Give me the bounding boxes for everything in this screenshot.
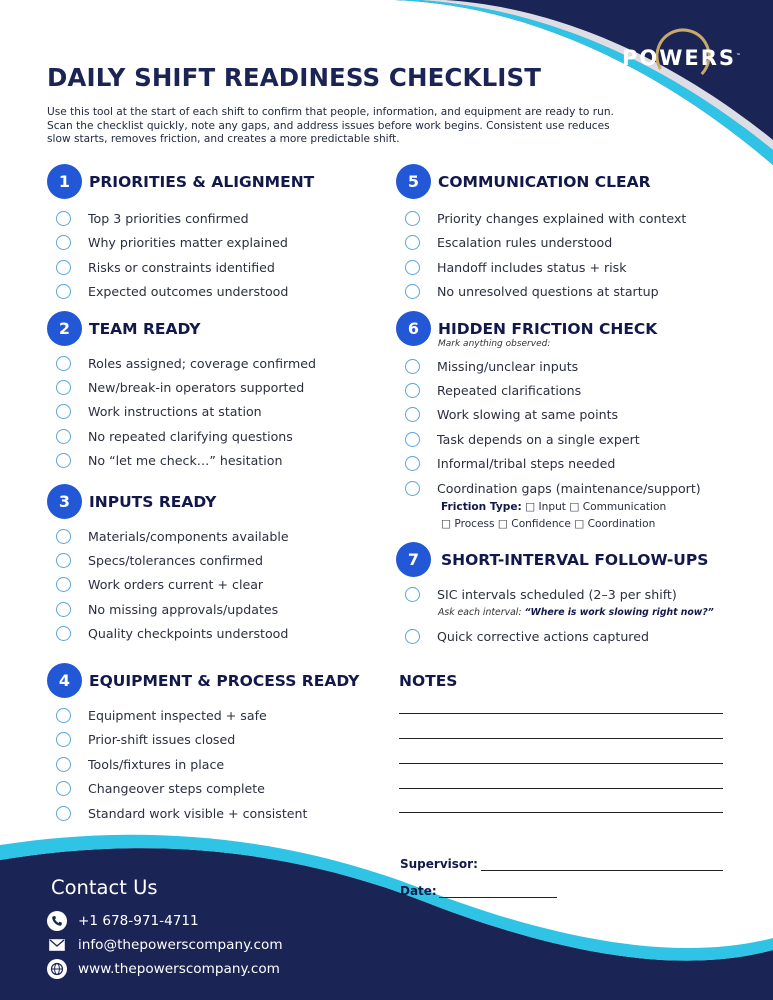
ask-prefix: Ask each interval: <box>438 607 525 618</box>
checklist-item[interactable] <box>56 801 307 826</box>
checklist-item[interactable] <box>56 231 288 256</box>
powers-logo <box>622 46 741 70</box>
checklist-item[interactable] <box>56 621 289 645</box>
section-number-badge: 6 <box>396 311 431 346</box>
checklist-item[interactable] <box>56 448 316 472</box>
section-title: TEAM READY <box>89 319 201 338</box>
globe-icon <box>47 959 67 979</box>
item-label: Work instructions at station <box>88 404 262 420</box>
notes-title: NOTES <box>399 672 458 690</box>
phone-icon <box>47 911 67 931</box>
friction-type-options[interactable] <box>441 501 666 513</box>
item-label: Quick corrective actions captured <box>437 628 649 644</box>
checkbox[interactable] <box>56 626 71 641</box>
checkbox[interactable] <box>56 757 71 772</box>
checkbox[interactable] <box>56 529 71 544</box>
friction-options-line-1[interactable]: □ Input □ Communication <box>521 501 667 513</box>
checkbox[interactable] <box>405 587 420 602</box>
notes-line[interactable] <box>399 763 723 764</box>
checkbox[interactable] <box>405 481 420 496</box>
item-label: Repeated clarifications <box>437 383 582 399</box>
item-label: Work slowing at same points <box>437 407 619 423</box>
checklist-item[interactable] <box>56 206 288 231</box>
checklist-item[interactable] <box>405 378 701 402</box>
logo-text: POWERS <box>622 46 737 70</box>
notes-line[interactable] <box>399 788 723 789</box>
item-label: Priority changes explained with context <box>437 210 687 226</box>
checkbox[interactable] <box>56 602 71 617</box>
checklist-item[interactable] <box>405 582 677 606</box>
checkbox[interactable] <box>405 432 420 447</box>
section-short-interval <box>396 542 708 577</box>
checklist-item[interactable] <box>405 427 701 451</box>
checklist-item[interactable] <box>56 280 288 305</box>
checkbox[interactable] <box>56 235 71 250</box>
contact-title: Contact Us <box>51 876 158 899</box>
item-label: No missing approvals/updates <box>88 601 279 617</box>
checkbox[interactable] <box>405 456 420 471</box>
supervisor-label: Supervisor: <box>400 857 478 871</box>
phone-number: +1 678-971-4711 <box>78 913 199 929</box>
interval-question <box>438 607 714 618</box>
checklist-item[interactable] <box>405 255 686 280</box>
checkbox[interactable] <box>56 260 71 275</box>
section-title: PRIORITIES & ALIGNMENT <box>89 172 315 191</box>
section-number-badge: 2 <box>47 311 82 346</box>
checklist-item[interactable] <box>405 280 686 305</box>
item-label: Coordination gaps (maintenance/support) <box>437 480 701 496</box>
checklist-item[interactable] <box>56 548 289 572</box>
checklist-item[interactable] <box>56 728 307 753</box>
checkbox[interactable] <box>56 577 71 592</box>
section-equipment-process <box>47 663 359 698</box>
checkbox[interactable] <box>405 407 420 422</box>
checkbox[interactable] <box>405 211 420 226</box>
checkbox[interactable] <box>56 781 71 796</box>
date-label: Date: <box>400 884 437 898</box>
section-subtitle: Mark anything observed: <box>438 339 551 349</box>
item-label: Top 3 priorities confirmed <box>88 210 249 226</box>
section-title: INPUTS READY <box>89 492 217 511</box>
item-label: No repeated clarifying questions <box>88 428 293 444</box>
item-label: Prior-shift issues closed <box>88 732 236 748</box>
item-label: Informal/tribal steps needed <box>437 456 616 472</box>
item-label: Standard work visible + consistent <box>88 805 308 821</box>
checkbox[interactable] <box>56 429 71 444</box>
section-title: EQUIPMENT & PROCESS READY <box>89 671 360 690</box>
item-label: Quality checkpoints understood <box>88 625 289 641</box>
email-address: info@thepowerscompany.com <box>78 937 283 953</box>
page-title: DAILY SHIFT READINESS CHECKLIST <box>47 63 542 92</box>
checkbox[interactable] <box>56 553 71 568</box>
checkbox[interactable] <box>56 453 71 468</box>
section-number-badge: 7 <box>396 542 431 577</box>
checklist-item[interactable] <box>405 476 701 500</box>
checklist-item[interactable] <box>56 777 307 802</box>
checklist-item[interactable] <box>405 231 686 256</box>
item-label: Escalation rules understood <box>437 235 613 251</box>
email-icon <box>47 935 67 955</box>
notes-line[interactable] <box>399 713 723 714</box>
notes-line[interactable] <box>399 812 723 813</box>
checklist-item[interactable] <box>405 206 686 231</box>
item-label: New/break-in operators supported <box>88 379 305 395</box>
item-label: Equipment inspected + safe <box>88 707 267 723</box>
contact-email[interactable] <box>47 933 283 957</box>
item-label: SIC intervals scheduled (2–3 per shift) <box>437 586 677 602</box>
section-inputs-ready <box>47 484 216 519</box>
item-label: Why priorities matter explained <box>88 235 288 251</box>
date-line[interactable] <box>439 897 557 898</box>
friction-options-line-2[interactable]: □ Process □ Confidence □ Coordination <box>441 518 656 530</box>
checkbox[interactable] <box>405 383 420 398</box>
checklist-item[interactable] <box>56 424 316 448</box>
checklist-item[interactable] <box>405 452 701 476</box>
checklist-item[interactable] <box>56 400 316 424</box>
section-communication <box>396 164 651 199</box>
checkbox[interactable] <box>56 380 71 395</box>
checklist-item[interactable] <box>405 624 649 648</box>
checkbox[interactable] <box>405 359 420 374</box>
section-number-badge: 4 <box>47 663 82 698</box>
checkbox[interactable] <box>56 284 71 299</box>
intro-paragraph: Use this tool at the start of each shift to confirm that people, information, and equipment are ready to run. Scan the checklist quickly, note any gaps, and address issues before work begins. Consistent use reduces slow starts, removes friction, and creates a more predictable shift. <box>47 106 614 145</box>
checkbox[interactable] <box>405 235 420 250</box>
checkbox[interactable] <box>405 260 420 275</box>
contact-website[interactable] <box>47 957 283 981</box>
checklist-item[interactable] <box>56 703 307 728</box>
item-label: No “let me check…” hesitation <box>88 452 283 468</box>
supervisor-signature-line[interactable] <box>481 870 723 871</box>
checkbox[interactable] <box>405 629 420 644</box>
section-priorities <box>47 164 314 199</box>
contact-list <box>47 909 283 981</box>
section-title: COMMUNICATION CLEAR <box>438 172 651 191</box>
section-title: HIDDEN FRICTION CHECK <box>438 319 658 338</box>
section-number-badge: 1 <box>47 164 82 199</box>
item-label: Work orders current + clear <box>88 577 264 593</box>
item-label: Changeover steps complete <box>88 781 265 797</box>
checkbox[interactable] <box>56 404 71 419</box>
checkbox[interactable] <box>56 708 71 723</box>
checklist-item[interactable] <box>56 597 289 621</box>
checkbox[interactable] <box>56 732 71 747</box>
checklist-item[interactable] <box>56 752 307 777</box>
checklist-item[interactable] <box>56 351 316 375</box>
checklist-item[interactable] <box>56 375 316 399</box>
item-label: Missing/unclear inputs <box>437 358 579 374</box>
item-label: No unresolved questions at startup <box>437 284 659 300</box>
contact-phone[interactable] <box>47 909 283 933</box>
item-label: Risks or constraints identified <box>88 259 275 275</box>
item-label: Roles assigned; coverage confirmed <box>88 355 316 371</box>
section-title: SHORT-INTERVAL FOLLOW-UPS <box>441 550 709 569</box>
item-label: Expected outcomes understood <box>88 284 289 300</box>
checklist-item[interactable] <box>405 403 701 427</box>
ask-question: “Where is work slowing right now?” <box>524 607 714 618</box>
notes-line[interactable] <box>399 738 723 739</box>
checkbox[interactable] <box>56 356 71 371</box>
checklist-item[interactable] <box>56 524 289 548</box>
checklist-item[interactable] <box>405 354 701 378</box>
item-label: Task depends on a single expert <box>437 431 640 447</box>
checkbox[interactable] <box>56 806 71 821</box>
section-number-badge: 5 <box>396 164 431 199</box>
friction-type-label: Friction Type: <box>441 501 522 513</box>
checkbox[interactable] <box>56 211 71 226</box>
checkbox[interactable] <box>405 284 420 299</box>
item-label: Handoff includes status + risk <box>437 259 627 275</box>
item-label: Materials/components available <box>88 528 289 544</box>
item-label: Tools/fixtures in place <box>88 756 225 772</box>
trademark-mark: ™ <box>736 53 742 59</box>
website-url: www.thepowerscompany.com <box>78 961 280 977</box>
checklist-item[interactable] <box>56 573 289 597</box>
item-label: Specs/tolerances confirmed <box>88 552 263 568</box>
section-number-badge: 3 <box>47 484 82 519</box>
section-team-ready <box>47 311 200 346</box>
checklist-item[interactable] <box>56 255 288 280</box>
